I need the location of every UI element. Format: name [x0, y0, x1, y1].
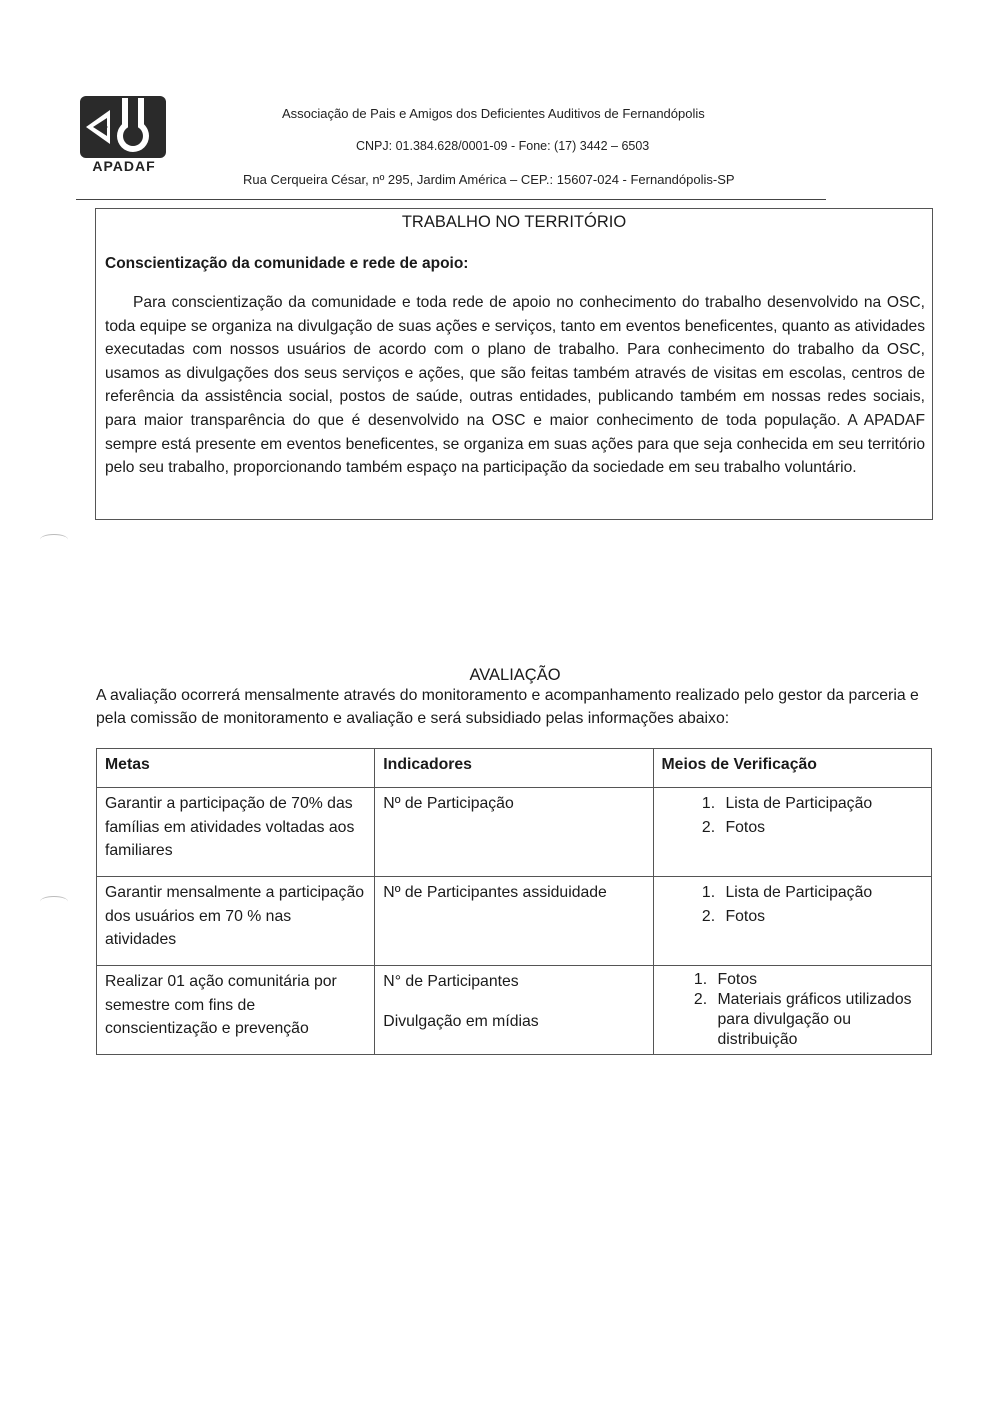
avaliacao-title: AVALIAÇÃO — [469, 666, 561, 684]
indicador-cell — [375, 966, 653, 1055]
territorio-paragraph: Para conscientização da comunidade e toda rede de apoio no conhecimento do trabalho desenvolvido na OSC, toda equipe se organiza na divulgação de suas ações e serviços, tanto em eventos beneficentes, quanto as atividades executadas com nossos usuários de acordo com o plano de trabalho. Para conhecimento do trabalho da OSC, usamos as divulgações dos seus serviços e ações, que são feitas também através de visitas em escolas, centros de referência da assistência social, postos de saúde, outras entidades, publicando também em nossas redes sociais, para maior transparência do que é desenvolvido na OSC e maior conhecimento de toda população. A APADAF sempre está presente em eventos beneficentes, se organiza em suas ações para que seja conhecida em seu território pelo seu trabalho, proporcionando também espaço na participação da sociedade em seu trabalho voluntário. — [105, 294, 925, 477]
indicador-text: Divulgação em mídias — [383, 1012, 539, 1030]
cnpj-phone: CNPJ: 01.384.628/0001-09 - Fone: (17) 3442 – 6503 — [356, 139, 650, 153]
header-indicadores: Indicadores — [375, 749, 653, 788]
address: Rua Cerqueira César, nº 295, Jardim América – CEP.: 15607-024 - Fernandópolis-SP — [243, 172, 735, 187]
indicador-cell — [375, 788, 653, 877]
territorio-subtitle: Conscientização da comunidade e rede de apoio: — [105, 255, 469, 272]
scan-artifact — [40, 534, 68, 545]
apadaf-logo — [78, 96, 170, 176]
verificacao-list — [662, 970, 924, 1050]
indicador-cell — [375, 877, 653, 966]
verificacao-cell — [653, 788, 932, 877]
table-row — [97, 788, 932, 877]
meta-cell: Realizar 01 ação comunitária por semestre com fins de conscientização e prevenção — [97, 966, 375, 1055]
list-item: 1. Fotos — [712, 970, 924, 990]
verificacao-list — [662, 792, 924, 839]
header-divider — [76, 199, 826, 200]
list-item: 2. Materiais gráficos utilizados para divulgação ou distribuição — [712, 990, 924, 1050]
verificacao-list — [662, 881, 924, 928]
verificacao-cell — [653, 966, 932, 1055]
table-row — [97, 877, 932, 966]
verificacao-cell — [653, 877, 932, 966]
meta-cell: Garantir mensalmente a participação dos usuários em 70 % nas atividades — [97, 877, 375, 966]
territorio-section — [95, 208, 933, 520]
scan-artifact — [40, 896, 68, 907]
indicador-text: Nº de Participação — [383, 795, 514, 812]
apadaf-logo-icon — [80, 96, 166, 158]
list-item: 1. Lista de Participação — [720, 792, 924, 816]
organization-name: Associação de Pais e Amigos dos Deficientes Auditivos de Fernandópolis — [282, 106, 705, 121]
header-metas: Metas — [97, 749, 375, 788]
avaliacao-intro: A avaliação ocorrerá mensalmente através do monitoramento e acompanhamento realizado pelo gestor da parceria e pela comissão de monitoramento e avaliação e será subsidiado pelas informações abaixo: — [96, 687, 919, 727]
table-row — [97, 966, 932, 1055]
logo-text: APADAF — [92, 158, 156, 174]
list-item: 2. Fotos — [720, 905, 924, 929]
meta-cell: Garantir a participação de 70% das famílias em atividades voltadas aos familiares — [97, 788, 375, 877]
list-item: 2. Fotos — [720, 816, 924, 840]
territorio-title: TRABALHO NO TERRITÓRIO — [401, 213, 627, 231]
header-meios-verificacao: Meios de Verificação — [653, 749, 932, 788]
indicador-text: Nº de Participantes assiduidade — [383, 884, 607, 901]
indicador-text: N° de Participantes — [383, 973, 519, 990]
list-item: 1. Lista de Participação — [720, 881, 924, 905]
table-header-row — [97, 749, 932, 788]
avaliacao-table — [96, 748, 932, 1055]
